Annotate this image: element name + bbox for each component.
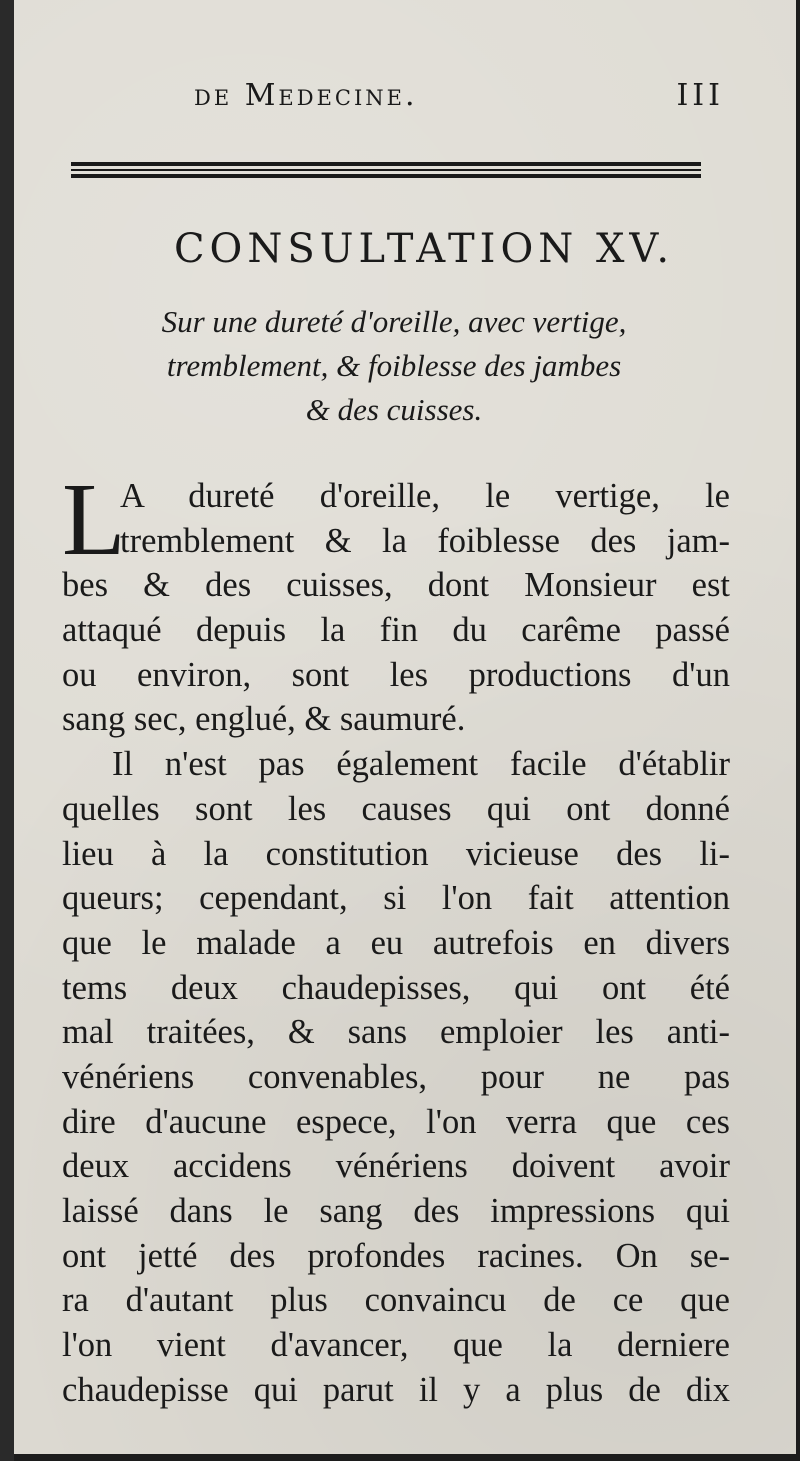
text-line: deux accidens vénériens doivent avoir (62, 1147, 730, 1186)
text-line: Il n'est pas également facile d'établir (112, 745, 730, 784)
running-head-title: de Medecine. (194, 78, 418, 113)
text-line: vénériens convenables, pour ne pas (62, 1057, 730, 1096)
text-line: mal traitées, & sans emploier les anti- (62, 1013, 730, 1052)
text-line: chaudepisse qui parut il y a plus de dix (62, 1370, 730, 1409)
text-line: tems deux chaudepisses, qui ont été (62, 968, 730, 1007)
text-line: tremblement & la foiblesse des jam- (120, 521, 730, 560)
page-gutter (0, 0, 14, 1461)
subtitle-line: Sur une dureté d'oreille, avec vertige, (161, 304, 627, 339)
text-line: bes & des cuisses, dont Monsieur est (62, 566, 730, 605)
text-line: lieu à la constitution vicieuse des li- (62, 834, 730, 873)
running-head (194, 78, 734, 118)
text-line: laissé dans le sang des impressions qui (62, 1192, 730, 1230)
text-line: dire d'aucune espece, l'on verra que ces (62, 1102, 730, 1141)
text-line: A dureté d'oreille, le vertige, le (120, 477, 730, 515)
text-line: l'on vient d'avancer, que la derniere (62, 1326, 730, 1365)
page-number: III (676, 78, 724, 113)
consultation-heading: CONSULTATION XV. (173, 226, 675, 272)
ornamental-rule (71, 162, 701, 178)
body-text (62, 462, 730, 1412)
subtitle-line: tremblement, & foiblesse des jambes (166, 348, 622, 383)
text-line: attaqué depuis la fin du carême passé (62, 611, 730, 650)
text-line: sang sec, englué, & saumuré. (62, 700, 466, 739)
drop-cap-letter: L (62, 462, 126, 577)
text-line: ra d'autant plus convaincu de ce que (62, 1281, 730, 1320)
text-line: quelles sont les causes qui ont donné (62, 789, 730, 828)
consultation-subtitle (54, 300, 734, 432)
text-line: queurs; cependant, si l'on fait attention (62, 879, 730, 918)
text-line: que le malade a eu autrefois en divers (62, 923, 730, 962)
text-line: ont jetté des profondes racines. On se- (62, 1236, 730, 1275)
subtitle-line: & des cuisses. (305, 392, 483, 427)
text-line: ou environ, sont les productions d'un (62, 655, 730, 694)
book-page (14, 0, 796, 1454)
